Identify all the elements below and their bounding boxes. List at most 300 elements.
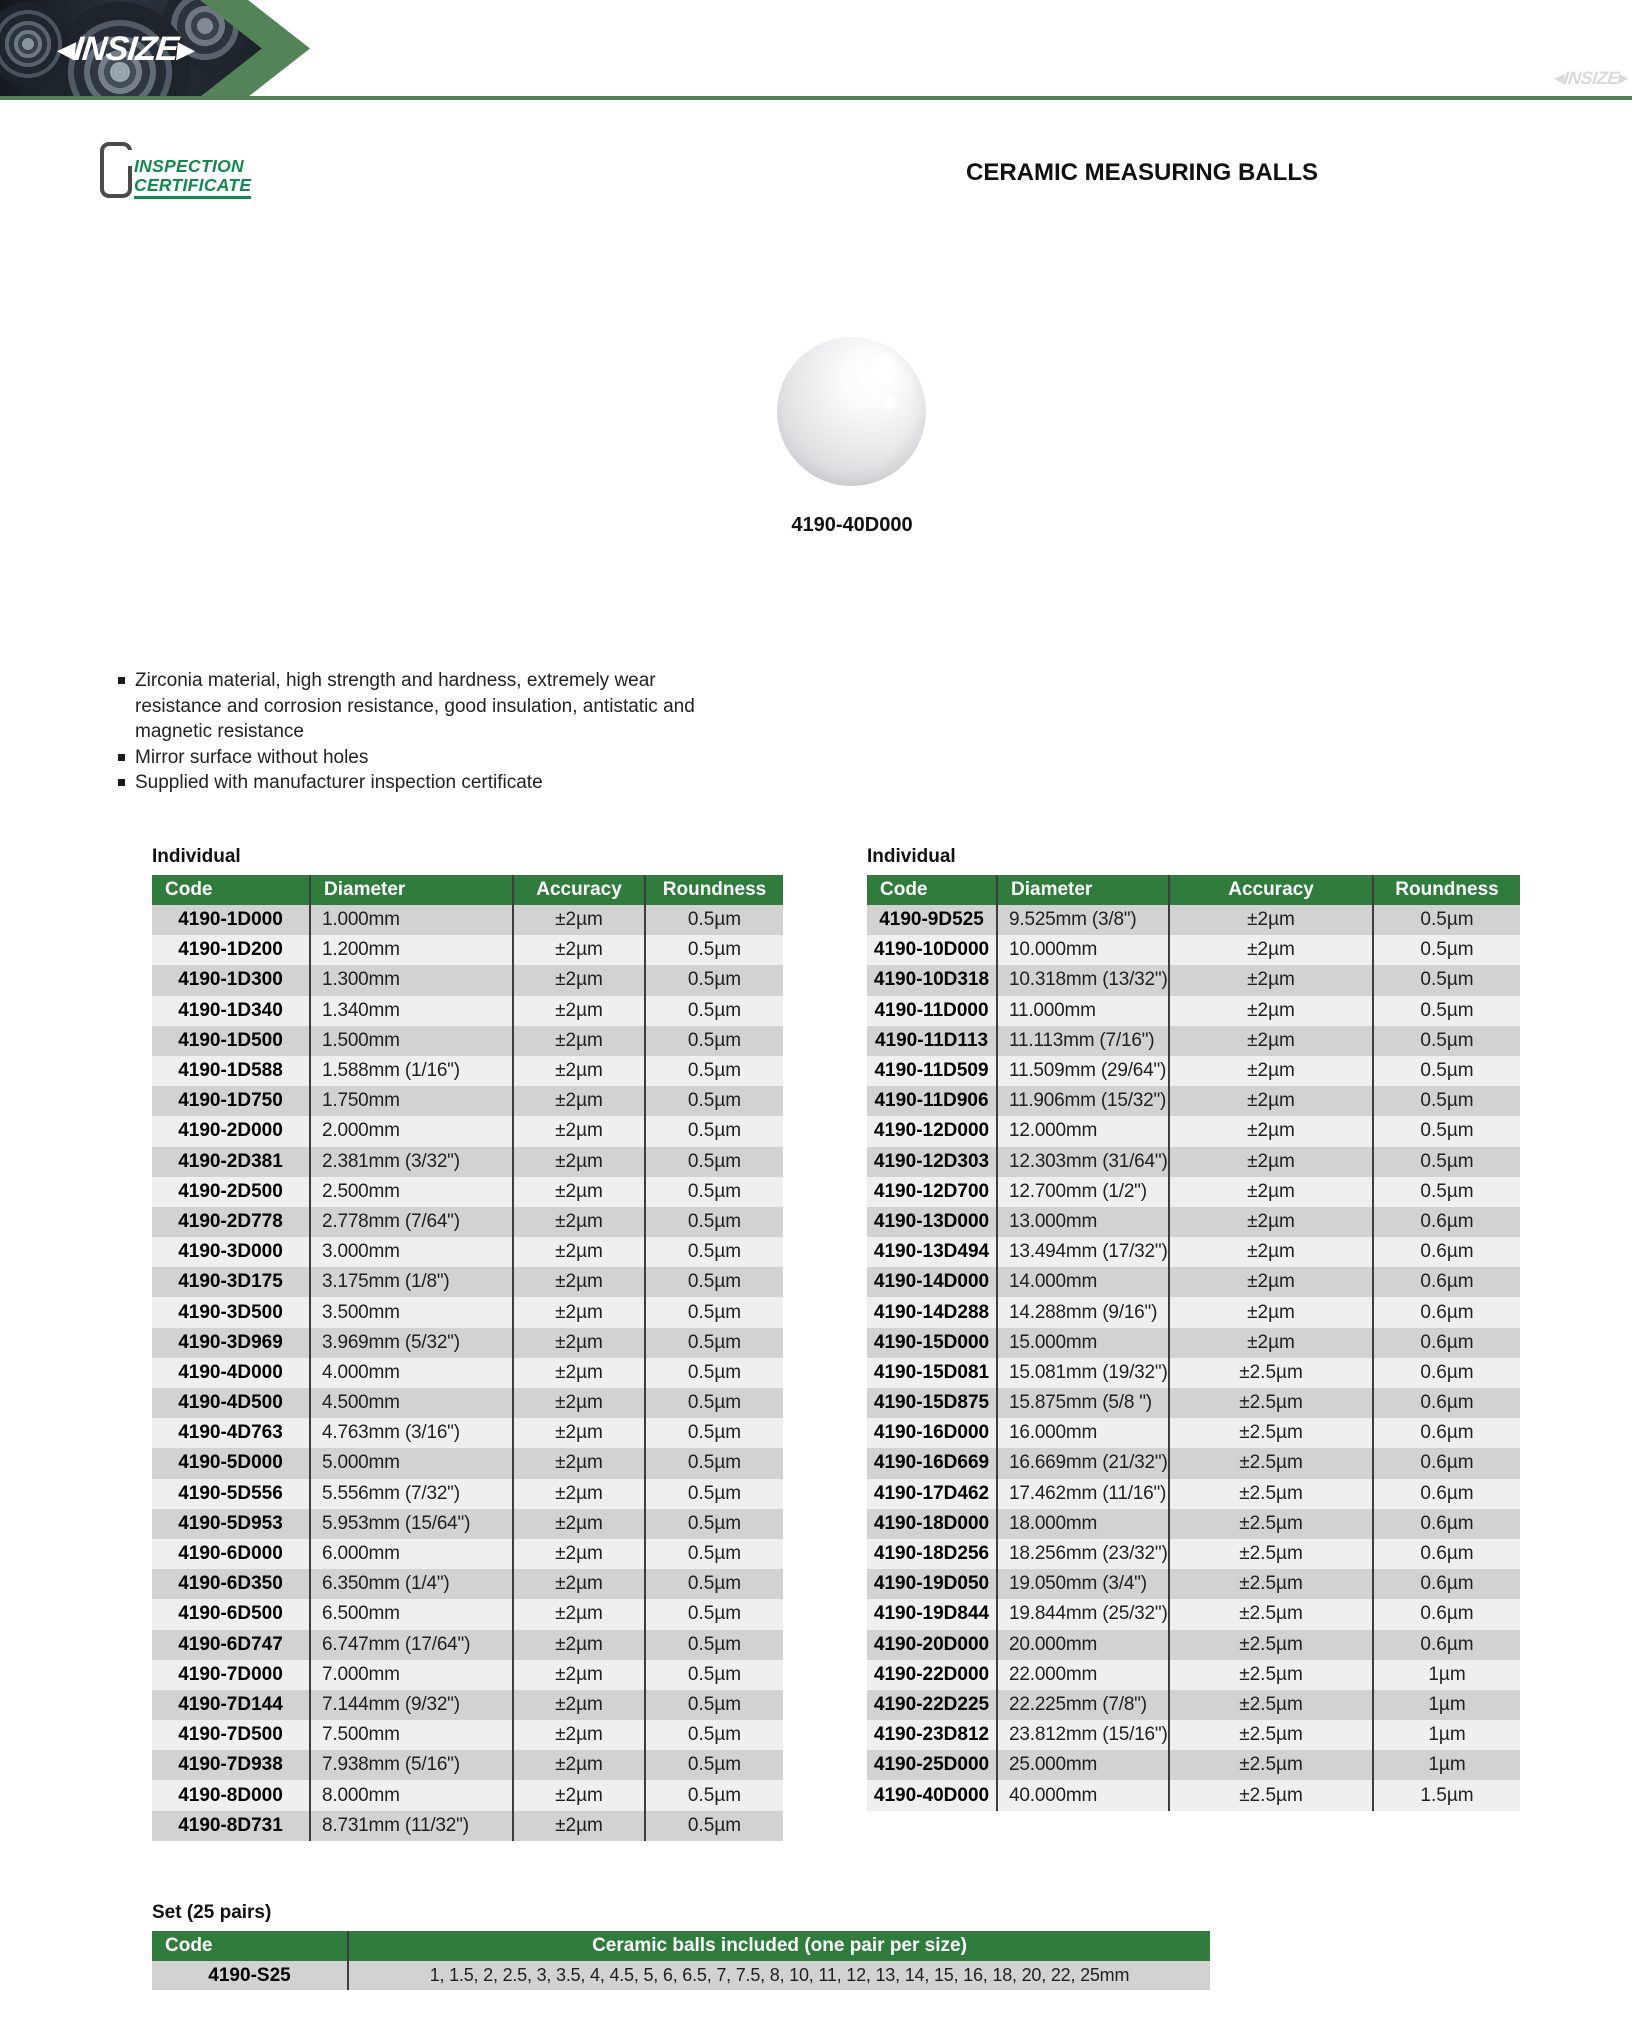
- table-cell: 4190-25D000: [867, 1750, 997, 1780]
- column-header-balls-included: Ceramic balls included (one pair per size): [348, 1931, 1210, 1961]
- table-cell: 4190-19D844: [867, 1599, 997, 1629]
- table-row: [867, 1147, 1520, 1177]
- table-cell: 0.6µm: [1373, 1297, 1520, 1327]
- table-cell: 4190-16D669: [867, 1448, 997, 1478]
- table-cell: 0.5µm: [645, 1479, 783, 1509]
- table-cell: 1.300mm: [310, 965, 513, 995]
- table-cell: ±2µm: [1169, 1207, 1373, 1237]
- table-cell: 6.500mm: [310, 1599, 513, 1629]
- table-cell: 3.175mm (1/8"): [310, 1267, 513, 1297]
- table-cell: 4190-18D000: [867, 1509, 997, 1539]
- table-row: [867, 1479, 1520, 1509]
- table-cell: 0.6µm: [1373, 1448, 1520, 1478]
- table-cell: 3.500mm: [310, 1297, 513, 1327]
- table-cell: ±2µm: [513, 1720, 645, 1750]
- table-cell: 0.5µm: [645, 1328, 783, 1358]
- table-cell: 9.525mm (3/8"): [997, 905, 1169, 935]
- table-row: [152, 1811, 783, 1841]
- table-cell: 4190-18D256: [867, 1539, 997, 1569]
- table-cell: 1µm: [1373, 1720, 1520, 1750]
- table-cell: 0.5µm: [645, 1599, 783, 1629]
- table-row: [152, 1026, 783, 1056]
- table-cell: 10.000mm: [997, 935, 1169, 965]
- table-cell: 4190-16D000: [867, 1418, 997, 1448]
- table-cell: 1.5µm: [1373, 1780, 1520, 1810]
- table-cell: 4190-12D700: [867, 1177, 997, 1207]
- table-cell: ±2µm: [513, 905, 645, 935]
- table-cell: ±2µm: [1169, 1328, 1373, 1358]
- table-row: [867, 1509, 1520, 1539]
- table-cell: 4190-14D288: [867, 1297, 997, 1327]
- feature-item: Mirror surface without holes: [118, 745, 742, 771]
- table-cell: 4190-3D000: [152, 1237, 310, 1267]
- table-cell: ±2.5µm: [1169, 1418, 1373, 1448]
- table-row: [867, 1207, 1520, 1237]
- table-cell: 13.494mm (17/32"): [997, 1237, 1169, 1267]
- table-cell: ±2µm: [513, 996, 645, 1026]
- table-cell: 4190-12D303: [867, 1147, 997, 1177]
- table-row: [152, 1720, 783, 1750]
- table-cell: 0.5µm: [1373, 1147, 1520, 1177]
- table-cell: 14.288mm (9/16"): [997, 1297, 1169, 1327]
- table-header-row: [867, 875, 1520, 905]
- table-cell: 18.256mm (23/32"): [997, 1539, 1169, 1569]
- table-cell: 11.509mm (29/64"): [997, 1056, 1169, 1086]
- table-row: [152, 1056, 783, 1086]
- table-cell: ±2µm: [513, 1388, 645, 1418]
- table-row: [867, 1086, 1520, 1116]
- table-cell: 12.000mm: [997, 1116, 1169, 1146]
- table-cell: 0.5µm: [1373, 965, 1520, 995]
- individual-table-right: [867, 875, 1520, 1811]
- table-cell: 4190-1D500: [152, 1026, 310, 1056]
- table-cell: 4190-S25: [152, 1961, 348, 1990]
- table-row: [867, 935, 1520, 965]
- table-cell: 4190-6D350: [152, 1569, 310, 1599]
- table-cell: 4.000mm: [310, 1358, 513, 1388]
- table-cell: 0.5µm: [645, 935, 783, 965]
- table-cell: ±2µm: [513, 1086, 645, 1116]
- table-cell: 25.000mm: [997, 1750, 1169, 1780]
- table-cell: ±2µm: [513, 1297, 645, 1327]
- table-cell: ±2µm: [513, 1599, 645, 1629]
- table-row: [867, 1750, 1520, 1780]
- table-cell: 0.5µm: [1373, 1026, 1520, 1056]
- table-cell: ±2.5µm: [1169, 1630, 1373, 1660]
- table-cell: ±2µm: [513, 1026, 645, 1056]
- table-row: [152, 1328, 783, 1358]
- table-cell: ±2µm: [513, 1750, 645, 1780]
- table-cell: 20.000mm: [997, 1630, 1169, 1660]
- table-row: [152, 1479, 783, 1509]
- logo-text: INSIZE: [71, 30, 180, 68]
- table-cell: 18.000mm: [997, 1509, 1169, 1539]
- individual-table-left: [152, 875, 783, 1841]
- table-row: [867, 1448, 1520, 1478]
- table-cell: 1.500mm: [310, 1026, 513, 1056]
- table-cell: 0.6µm: [1373, 1207, 1520, 1237]
- table-cell: 4190-8D000: [152, 1780, 310, 1810]
- table-cell: 4190-11D113: [867, 1026, 997, 1056]
- table-cell: 0.6µm: [1373, 1388, 1520, 1418]
- set-table: [152, 1931, 1210, 1990]
- table-cell: 0.5µm: [1373, 905, 1520, 935]
- table-row: [152, 965, 783, 995]
- table-cell: 0.5µm: [645, 1569, 783, 1599]
- table-row: [867, 1418, 1520, 1448]
- table-cell: 4190-3D500: [152, 1297, 310, 1327]
- table-cell: 1µm: [1373, 1690, 1520, 1720]
- watermark-text: INSIZE: [1562, 68, 1620, 88]
- table-cell: 4190-3D969: [152, 1328, 310, 1358]
- table-cell: 7.938mm (5/16"): [310, 1750, 513, 1780]
- table-cell: ±2µm: [1169, 905, 1373, 935]
- table-cell: 4190-11D906: [867, 1086, 997, 1116]
- table-cell: 4190-17D462: [867, 1479, 997, 1509]
- table-cell: ±2µm: [513, 1056, 645, 1086]
- section-title-set: Set (25 pairs): [152, 1902, 272, 1923]
- column-header-code: Code: [152, 1931, 348, 1961]
- table-cell: 4190-10D000: [867, 935, 997, 965]
- table-cell: ±2µm: [513, 1116, 645, 1146]
- table-row: [152, 996, 783, 1026]
- table-cell: 22.225mm (7/8"): [997, 1690, 1169, 1720]
- table-cell: 4190-6D000: [152, 1539, 310, 1569]
- table-cell: ±2.5µm: [1169, 1780, 1373, 1810]
- table-row: [867, 1720, 1520, 1750]
- table-cell: 0.5µm: [1373, 996, 1520, 1026]
- table-cell: 0.6µm: [1373, 1509, 1520, 1539]
- table-row: [867, 1177, 1520, 1207]
- table-cell: 0.5µm: [645, 1388, 783, 1418]
- table-cell: 11.113mm (7/16"): [997, 1026, 1169, 1056]
- table-cell: 40.000mm: [997, 1780, 1169, 1810]
- table-cell: 4190-15D000: [867, 1328, 997, 1358]
- table-row: [152, 1237, 783, 1267]
- column-header-code: Code: [867, 875, 997, 905]
- table-cell: 0.5µm: [645, 1780, 783, 1810]
- table-cell: 4190-1D340: [152, 996, 310, 1026]
- table-cell: ±2µm: [1169, 1267, 1373, 1297]
- table-cell: 0.5µm: [645, 1750, 783, 1780]
- table-cell: 13.000mm: [997, 1207, 1169, 1237]
- table-cell: ±2µm: [513, 1539, 645, 1569]
- table-cell: 4190-4D763: [152, 1418, 310, 1448]
- table-cell: 4190-1D750: [152, 1086, 310, 1116]
- table-cell: 0.5µm: [645, 1660, 783, 1690]
- table-cell: 4190-2D000: [152, 1116, 310, 1146]
- table-cell: 4190-9D525: [867, 905, 997, 935]
- insize-logo: [56, 30, 196, 69]
- table-cell: ±2µm: [1169, 965, 1373, 995]
- table-cell: 4190-22D000: [867, 1660, 997, 1690]
- table-cell: 4190-4D500: [152, 1388, 310, 1418]
- table-cell: 10.318mm (13/32"): [997, 965, 1169, 995]
- table-cell: 6.000mm: [310, 1539, 513, 1569]
- table-cell: 0.5µm: [645, 1448, 783, 1478]
- table-cell: 0.5µm: [645, 1026, 783, 1056]
- table-cell: ±2µm: [1169, 1086, 1373, 1116]
- watermark-left-arrow-icon: ◀: [1553, 71, 1565, 85]
- table-cell: 0.5µm: [645, 965, 783, 995]
- table-cell: 4190-8D731: [152, 1811, 310, 1841]
- table-cell: ±2µm: [513, 1569, 645, 1599]
- table-cell: 4190-14D000: [867, 1267, 997, 1297]
- table-row: [867, 1328, 1520, 1358]
- table-cell: 0.5µm: [645, 905, 783, 935]
- logo-right-arrow-icon: ▶: [176, 37, 195, 62]
- table-cell: ±2µm: [1169, 1237, 1373, 1267]
- table-row: [867, 1267, 1520, 1297]
- column-header-accuracy: Accuracy: [1169, 875, 1373, 905]
- table-header-row: [152, 1931, 1210, 1961]
- table-cell: ±2µm: [1169, 1177, 1373, 1207]
- table-row: [867, 1690, 1520, 1720]
- table-cell: 0.5µm: [645, 1358, 783, 1388]
- table-cell: 0.5µm: [645, 1086, 783, 1116]
- table-cell: 0.5µm: [645, 1177, 783, 1207]
- table-cell: 4190-2D778: [152, 1207, 310, 1237]
- table-cell: 4190-10D318: [867, 965, 997, 995]
- table-cell: 0.5µm: [645, 1056, 783, 1086]
- table-cell: 0.5µm: [645, 1630, 783, 1660]
- table-cell: 0.5µm: [645, 1720, 783, 1750]
- column-header-code: Code: [152, 875, 310, 905]
- table-cell: 0.6µm: [1373, 1418, 1520, 1448]
- table-cell: 16.000mm: [997, 1418, 1169, 1448]
- table-cell: 4190-5D953: [152, 1509, 310, 1539]
- table-cell: 1.340mm: [310, 996, 513, 1026]
- table-row: [867, 1780, 1520, 1810]
- table-cell: 4190-20D000: [867, 1630, 997, 1660]
- table-cell: ±2.5µm: [1169, 1750, 1373, 1780]
- individual-table-left-section: [152, 846, 783, 1841]
- table-cell: 22.000mm: [997, 1660, 1169, 1690]
- table-cell: 2.778mm (7/64"): [310, 1207, 513, 1237]
- table-cell: 0.6µm: [1373, 1569, 1520, 1599]
- table-row: [867, 1660, 1520, 1690]
- table-cell: 0.5µm: [645, 1539, 783, 1569]
- watermark-right-arrow-icon: ▶: [1617, 71, 1628, 85]
- table-row: [867, 1388, 1520, 1418]
- table-cell: ±2µm: [513, 1690, 645, 1720]
- table-cell: 4190-19D050: [867, 1569, 997, 1599]
- feature-item: Supplied with manufacturer inspection certificate: [118, 770, 742, 796]
- certificate-badge-line1: INSPECTION: [134, 156, 244, 176]
- table-cell: 4190-1D588: [152, 1056, 310, 1086]
- table-cell: 4190-13D494: [867, 1237, 997, 1267]
- set-table-section: [152, 1902, 1210, 1990]
- table-cell: ±2.5µm: [1169, 1358, 1373, 1388]
- table-cell: 0.6µm: [1373, 1267, 1520, 1297]
- table-cell: 4.500mm: [310, 1388, 513, 1418]
- table-cell: 2.381mm (3/32"): [310, 1147, 513, 1177]
- table-row: [152, 1660, 783, 1690]
- table-cell: 0.5µm: [645, 1297, 783, 1327]
- table-cell: 4190-1D300: [152, 965, 310, 995]
- table-row: [152, 1780, 783, 1810]
- table-cell: 4190-1D000: [152, 905, 310, 935]
- table-cell: ±2.5µm: [1169, 1539, 1373, 1569]
- table-row: [152, 1690, 783, 1720]
- table-cell: ±2.5µm: [1169, 1569, 1373, 1599]
- section-title-individual-left: Individual: [152, 846, 241, 867]
- table-cell: 7.000mm: [310, 1660, 513, 1690]
- table-cell: 8.731mm (11/32"): [310, 1811, 513, 1841]
- table-cell: 0.5µm: [1373, 935, 1520, 965]
- table-cell: ±2µm: [1169, 1026, 1373, 1056]
- table-row: [152, 1509, 783, 1539]
- table-cell: 4190-22D225: [867, 1690, 997, 1720]
- table-cell: ±2.5µm: [1169, 1448, 1373, 1478]
- table-cell: ±2.5µm: [1169, 1599, 1373, 1629]
- table-cell: 0.6µm: [1373, 1599, 1520, 1629]
- table-cell: 4190-5D556: [152, 1479, 310, 1509]
- table-cell: 0.5µm: [1373, 1177, 1520, 1207]
- table-cell: 1.000mm: [310, 905, 513, 935]
- table-row: [867, 1569, 1520, 1599]
- table-cell: ±2µm: [513, 1509, 645, 1539]
- table-cell: ±2µm: [1169, 1297, 1373, 1327]
- table-cell: 6.747mm (17/64"): [310, 1630, 513, 1660]
- table-row: [867, 1056, 1520, 1086]
- page-title: CERAMIC MEASURING BALLS: [966, 159, 1318, 187]
- table-cell: 5.953mm (15/64"): [310, 1509, 513, 1539]
- table-cell: 1.588mm (1/16"): [310, 1056, 513, 1086]
- table-cell: 11.000mm: [997, 996, 1169, 1026]
- table-cell: 11.906mm (15/32"): [997, 1086, 1169, 1116]
- table-cell: 4190-7D500: [152, 1720, 310, 1750]
- table-cell: 4190-2D500: [152, 1177, 310, 1207]
- table-cell: 0.5µm: [645, 1418, 783, 1448]
- table-row: [867, 996, 1520, 1026]
- table-cell: ±2µm: [513, 965, 645, 995]
- column-header-roundness: Roundness: [645, 875, 783, 905]
- table-cell: 17.462mm (11/16"): [997, 1479, 1169, 1509]
- table-row: [867, 1599, 1520, 1629]
- table-cell: 0.5µm: [645, 1811, 783, 1841]
- table-cell: 0.6µm: [1373, 1630, 1520, 1660]
- table-cell: ±2.5µm: [1169, 1479, 1373, 1509]
- table-cell: 2.000mm: [310, 1116, 513, 1146]
- table-cell: 1, 1.5, 2, 2.5, 3, 3.5, 4, 4.5, 5, 6, 6.5, 7, 7.5, 8, 10, 11, 12, 13, 14, 15, 16, 18, 20, 22, 25mm: [348, 1961, 1210, 1990]
- table-row: [867, 905, 1520, 935]
- table-row: [152, 935, 783, 965]
- table-cell: 0.5µm: [645, 1267, 783, 1297]
- table-cell: 0.6µm: [1373, 1237, 1520, 1267]
- table-cell: ±2µm: [513, 1418, 645, 1448]
- table-cell: 7.144mm (9/32"): [310, 1690, 513, 1720]
- table-cell: 4190-3D175: [152, 1267, 310, 1297]
- section-title-individual-right: Individual: [867, 846, 956, 867]
- table-row: [152, 1539, 783, 1569]
- table-cell: 4190-40D000: [867, 1780, 997, 1810]
- table-cell: 4190-6D747: [152, 1630, 310, 1660]
- table-row: [152, 1388, 783, 1418]
- table-cell: ±2.5µm: [1169, 1720, 1373, 1750]
- table-cell: 7.500mm: [310, 1720, 513, 1750]
- table-header-row: [152, 875, 783, 905]
- table-cell: ±2µm: [1169, 935, 1373, 965]
- table-row: [152, 1177, 783, 1207]
- table-cell: ±2µm: [513, 1147, 645, 1177]
- table-row: [152, 1358, 783, 1388]
- table-row: [152, 1448, 783, 1478]
- green-divider-line: [0, 96, 1632, 100]
- table-cell: ±2µm: [513, 1177, 645, 1207]
- table-cell: 0.6µm: [1373, 1479, 1520, 1509]
- table-cell: 12.303mm (31/64"): [997, 1147, 1169, 1177]
- table-cell: 4190-15D875: [867, 1388, 997, 1418]
- table-cell: ±2µm: [513, 1207, 645, 1237]
- table-row: [867, 1539, 1520, 1569]
- table-cell: 0.5µm: [1373, 1086, 1520, 1116]
- individual-table-right-section: [867, 846, 1520, 1811]
- table-cell: 4190-13D000: [867, 1207, 997, 1237]
- table-cell: ±2µm: [513, 1811, 645, 1841]
- table-row: [867, 1297, 1520, 1327]
- table-row: [152, 1418, 783, 1448]
- table-cell: ±2µm: [513, 1267, 645, 1297]
- table-cell: 4.763mm (3/16"): [310, 1418, 513, 1448]
- table-cell: 4190-23D812: [867, 1720, 997, 1750]
- table-cell: 0.6µm: [1373, 1328, 1520, 1358]
- table-cell: 0.5µm: [645, 1147, 783, 1177]
- table-cell: 3.000mm: [310, 1237, 513, 1267]
- table-cell: 16.669mm (21/32"): [997, 1448, 1169, 1478]
- table-row: [152, 905, 783, 935]
- table-cell: 23.812mm (15/16"): [997, 1720, 1169, 1750]
- table-cell: 4190-11D509: [867, 1056, 997, 1086]
- table-cell: ±2µm: [1169, 1056, 1373, 1086]
- table-cell: 0.5µm: [645, 1690, 783, 1720]
- table-cell: 1µm: [1373, 1750, 1520, 1780]
- table-cell: 4190-7D144: [152, 1690, 310, 1720]
- table-cell: 0.5µm: [645, 1509, 783, 1539]
- certificate-badge-line2: CERTIFICATE: [134, 176, 251, 199]
- column-header-diameter: Diameter: [997, 875, 1169, 905]
- feature-item: Zirconia material, high strength and hardness, extremely wear resistance and corrosion resistance, good insulation, antistatic and magnetic resistance: [118, 668, 742, 745]
- table-cell: 1.750mm: [310, 1086, 513, 1116]
- table-cell: 0.5µm: [645, 1207, 783, 1237]
- table-row: [152, 1267, 783, 1297]
- table-row: [152, 1750, 783, 1780]
- table-cell: 1µm: [1373, 1660, 1520, 1690]
- table-row: [152, 1569, 783, 1599]
- table-row: [867, 1358, 1520, 1388]
- table-cell: ±2.5µm: [1169, 1660, 1373, 1690]
- table-cell: 0.5µm: [645, 1237, 783, 1267]
- table-cell: ±2µm: [513, 1479, 645, 1509]
- table-cell: 4190-2D381: [152, 1147, 310, 1177]
- table-cell: ±2µm: [1169, 1116, 1373, 1146]
- table-cell: ±2µm: [1169, 996, 1373, 1026]
- table-cell: ±2µm: [513, 1780, 645, 1810]
- table-cell: 3.969mm (5/32"): [310, 1328, 513, 1358]
- table-cell: ±2µm: [513, 1660, 645, 1690]
- table-cell: 8.000mm: [310, 1780, 513, 1810]
- insize-watermark-logo: [1553, 68, 1628, 89]
- table-cell: 5.000mm: [310, 1448, 513, 1478]
- certificate-clip-icon: [100, 142, 132, 198]
- table-row: [867, 965, 1520, 995]
- table-row: [152, 1086, 783, 1116]
- table-cell: 4190-1D200: [152, 935, 310, 965]
- table-cell: 2.500mm: [310, 1177, 513, 1207]
- table-cell: 15.000mm: [997, 1328, 1169, 1358]
- table-cell: 4190-4D000: [152, 1358, 310, 1388]
- table-row: [152, 1630, 783, 1660]
